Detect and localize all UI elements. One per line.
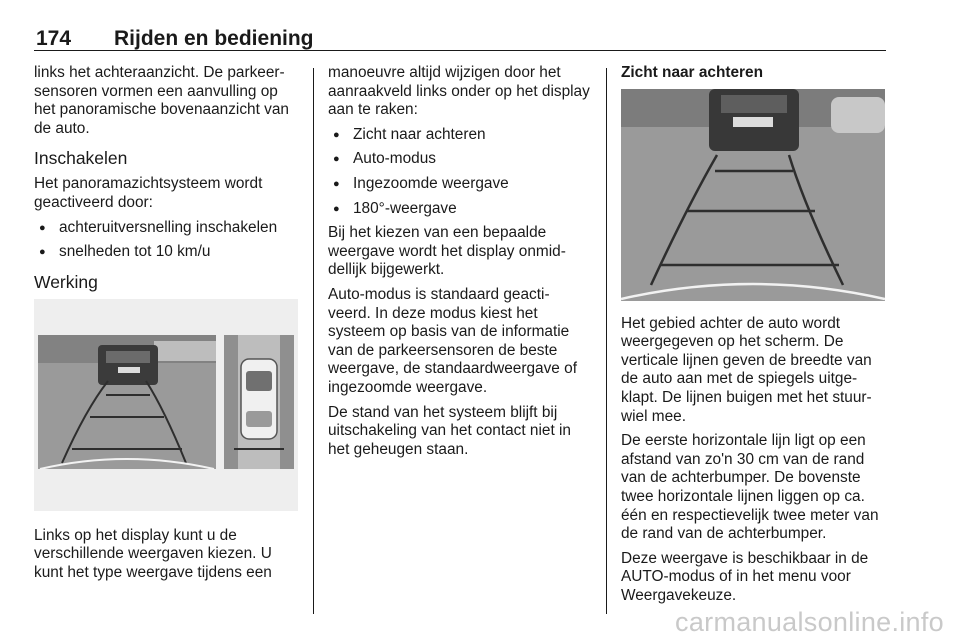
- column-2: [328, 64, 592, 465]
- paragraph: De stand van het systeem blijft bij uitschakeling van het contact niet in het geheugen staan.: [328, 403, 571, 458]
- rear-view-panel: [38, 335, 216, 469]
- paragraph: Links op het display kunt u de verschillende weergaven kiezen. U kunt het type weergave tijdens een: [34, 526, 272, 581]
- column-1: [34, 64, 300, 589]
- list-item: ● Ingezoomde weergave: [328, 175, 592, 194]
- paragraph: Auto-modus is standaard geacti-veerd. In deze modus kiest het systeem op basis van de informatie van de parkeersensoren de beste weergave, de standaardweergave of ingezoomde weergave.: [328, 285, 577, 396]
- heading-zicht-naar-achteren: Zicht naar achteren: [621, 64, 763, 81]
- paragraph: Het gebied achter de auto wordt weergegeven op het scherm. De verticale lijnen geven de breedte van de auto aan met de spiegels uitge-klapt. De lijnen buigen met het stuur-wiel mee.: [621, 314, 872, 425]
- column-3: [621, 64, 887, 612]
- column-divider-1: [313, 68, 314, 614]
- rear-view-figure: [621, 89, 885, 301]
- paragraph: Het panoramazichtsysteem wordt geactiveerd door:: [34, 175, 263, 211]
- paragraph: Bij het kiezen van een bepaalde weergave wordt het display onmid-dellijk bijgewerkt.: [328, 224, 566, 279]
- list-item: ● Auto-modus: [328, 150, 592, 169]
- list-item: ● 180°-weergave: [328, 200, 592, 219]
- heading-inschakelen: Inschakelen: [34, 148, 128, 169]
- camera-views-figure: [34, 299, 298, 511]
- column-divider-2: [606, 68, 607, 614]
- watermark: carmanualsonline.info: [675, 607, 944, 637]
- list-item: ● Zicht naar achteren: [328, 126, 592, 145]
- paragraph: Deze weergave is beschikbaar in de AUTO-modus of in het menu voor Weergavekeuze.: [621, 549, 869, 604]
- page-number: 174: [36, 27, 72, 50]
- paragraph: manoeuvre altijd wijzigen door het aanraakveld links onder op het display aan te raken:: [328, 64, 590, 119]
- list-item: ● snelheden tot 10 km/u: [34, 243, 300, 262]
- heading-werking: Werking: [34, 271, 98, 292]
- page-header: [34, 24, 886, 51]
- paragraph: links het achteraanzicht. De parkeer-sensoren vormen een aanvulling op het panoramische bovenaanzicht van de auto.: [34, 64, 289, 137]
- list-item: ● achteruitversnelling inschakelen: [34, 219, 300, 238]
- paragraph: De eerste horizontale lijn ligt op een afstand van zo'n 30 cm van de rand van de achterbumper. De bovenste twee horizontale lijnen liggen op ca. één en respectievelijk twee meter van de rand van de achterbumper.: [621, 432, 879, 543]
- activation-list: [34, 219, 300, 262]
- section-title: Rijden en bediening: [114, 27, 314, 50]
- top-view-panel: [224, 335, 294, 469]
- view-options-list: [328, 126, 592, 218]
